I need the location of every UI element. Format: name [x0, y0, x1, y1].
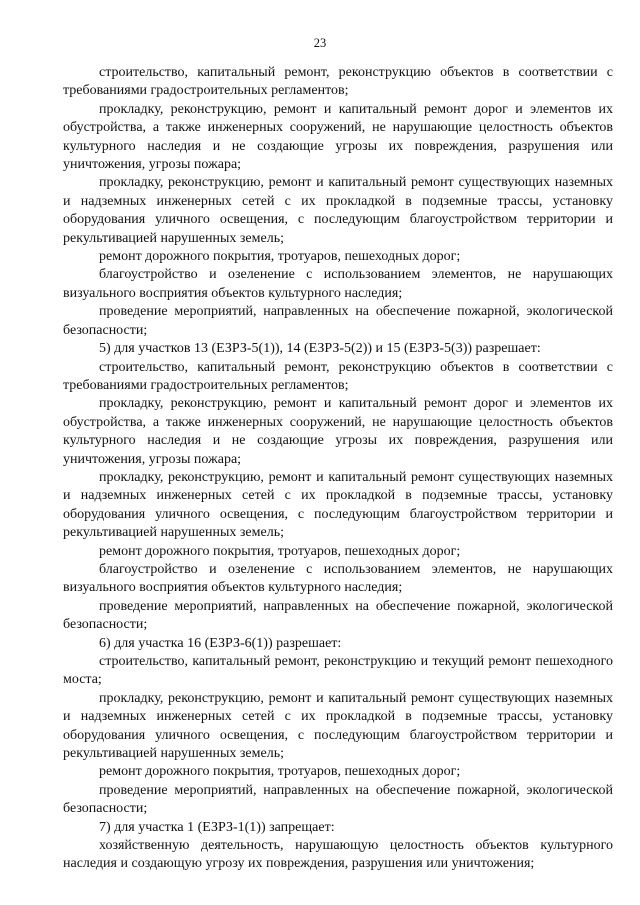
paragraph: ремонт дорожного покрытия, тротуаров, пешеходных дорог; [99, 764, 461, 780]
page-number: 23 [313, 36, 327, 50]
paragraph: прокладку, реконструкцию, ремонт и капитальный ремонт существующих наземных и надземных инженерных сетей с их прокладкой в подземные трассы, установку оборудования уличного освещения, с последующим благоустройством территории и рекультивацией нарушенных земель; [63, 469, 613, 541]
paragraph: строительство, капитальный ремонт, реконструкцию и текущий ремонт пешеходного моста; [63, 654, 613, 688]
section-heading: 6) для участка 16 (ЕЗРЗ-6(1)) разрешает: [99, 635, 342, 651]
paragraph: хозяйственную деятельность, нарушающую целостность объектов культурного наследия и создающую угрозу их повреждения, разрушения или уничтожения; [63, 838, 613, 872]
paragraph: проведение мероприятий, направленных на обеспечение пожарной, экологической безопасности; [63, 304, 613, 338]
paragraph: прокладку, реконструкцию, ремонт и капитальный ремонт дорог и элементов их обустройства, а также инженерных сооружений, не нарушающие целостность объектов культурного наследия и не создающие угрозы их повреждения, разрушения или уничтожения, угрозы пожара; [63, 101, 613, 173]
paragraph: ремонт дорожного покрытия, тротуаров, пешеходных дорог; [99, 543, 461, 559]
paragraph: прокладку, реконструкцию, ремонт и капитальный ремонт дорог и элементов их обустройства, а также инженерных сооружений, не нарушающие целостность объектов культурного наследия и не создающие угрозы их повреждения, разрушения или уничтожения, угрозы пожара; [63, 396, 613, 467]
section-heading: 5) для участков 13 (ЕЗРЗ-5(1)), 14 (ЕЗРЗ-5(2)) и 15 (ЕЗРЗ-5(3)) разрешает: [99, 341, 541, 357]
paragraph: прокладку, реконструкцию, ремонт и капитальный ремонт существующих наземных и надземных инженерных сетей с их прокладкой в подземные трассы, установку оборудования уличного освещения, с последующим благоустройством территории и рекультивацией нарушенных земель; [63, 690, 613, 762]
paragraph: строительство, капитальный ремонт, реконструкцию объектов в соответствии с требованиями градостроительных регламентов; [63, 359, 613, 393]
paragraph: благоустройство и озеленение с использованием элементов, не нарушающих визуального восприятия объектов культурного наследия; [63, 267, 613, 301]
paragraph: строительство, капитальный ремонт, реконструкцию объектов в соответствии с требованиями градостроительных регламентов; [63, 65, 613, 99]
document-body [63, 64, 613, 874]
paragraph: проведение мероприятий, направленных на обеспечение пожарной, экологической безопасности; [63, 782, 613, 817]
paragraph: ремонт дорожного покрытия, тротуаров, пешеходных дорог; [99, 249, 461, 265]
paragraph: прокладку, реконструкцию, ремонт и капитальный ремонт существующих наземных и надземных инженерных сетей с их прокладкой в подземные трассы, установку оборудования уличного освещения, с последующим благоустройством территории и рекультивацией нарушенных земель; [63, 175, 613, 246]
paragraph: благоустройство и озеленение с использованием элементов, не нарушающих визуального восприятия объектов культурного наследия; [63, 561, 613, 596]
paragraph: проведение мероприятий, направленных на обеспечение пожарной, экологической безопасности; [63, 598, 613, 633]
section-heading: 7) для участка 1 (ЕЗРЗ-1(1)) запрещает: [99, 819, 335, 835]
